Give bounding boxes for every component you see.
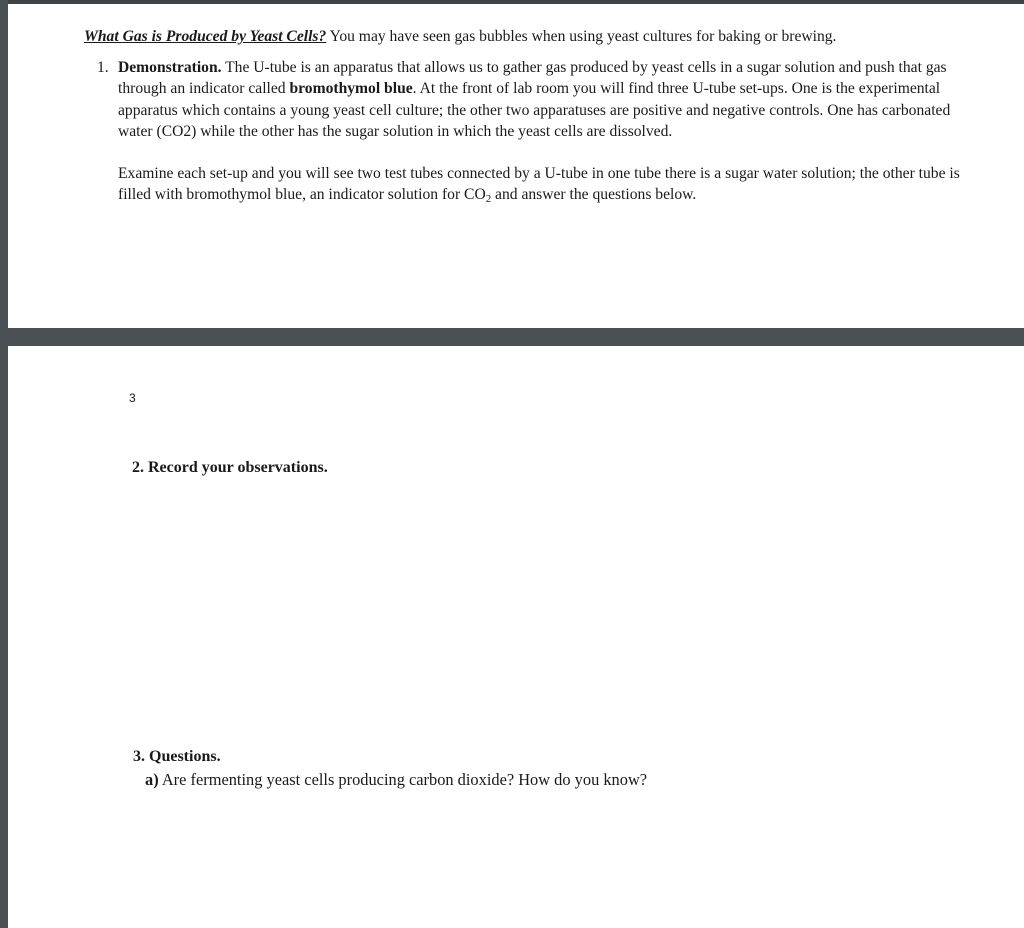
list-number-1: 1.	[97, 59, 109, 76]
demonstration-paragraph	[118, 57, 966, 142]
document-page-1	[8, 0, 1024, 328]
page-number: 3	[129, 391, 136, 405]
record-observations-heading: 2. Record your observations.	[132, 459, 328, 476]
bromothymol-term: bromothymol blue	[289, 80, 413, 98]
examine-paragraph	[118, 163, 966, 206]
intro-line	[84, 26, 836, 47]
demonstration-label: Demonstration.	[118, 59, 222, 76]
examine-text-a: Examine each set-up and you will see two test tubes connected by a U-tube in one tube there is a sugar water solution; the other tube is filled with bromothymol blue, an indicator solution for CO	[118, 165, 960, 204]
demonstration-text-a: The U-tube is an apparatus that allows us to gather gas produced by yeast cells in a sugar solution and push that gas through an indicator called	[118, 59, 947, 98]
intro-text: You may have seen gas bubbles when using yeast cultures for baking or brewing.	[326, 28, 837, 45]
question-a-letter: a)	[145, 770, 159, 789]
document-page-2	[8, 346, 1024, 928]
examine-text-b: and answer the questions below.	[491, 186, 697, 204]
questions-heading: 3. Questions.	[133, 748, 221, 765]
question-a	[145, 770, 647, 790]
co2-subscript: 2	[485, 193, 492, 206]
section-title: What Gas is Produced by Yeast Cells?	[84, 28, 327, 45]
question-a-text: Are fermenting yeast cells producing carbon dioxide? How do you know?	[158, 770, 648, 789]
demonstration-text-b: . At the front of lab room you will find three U-tube set-ups. One is the experimental apparatus which contains a young yeast cell culture; the other two apparatuses are positive and negative controls. One has carbonated water (CO2) while the other has the sugar solution in which the yeast cells are dissolved.	[118, 80, 951, 140]
